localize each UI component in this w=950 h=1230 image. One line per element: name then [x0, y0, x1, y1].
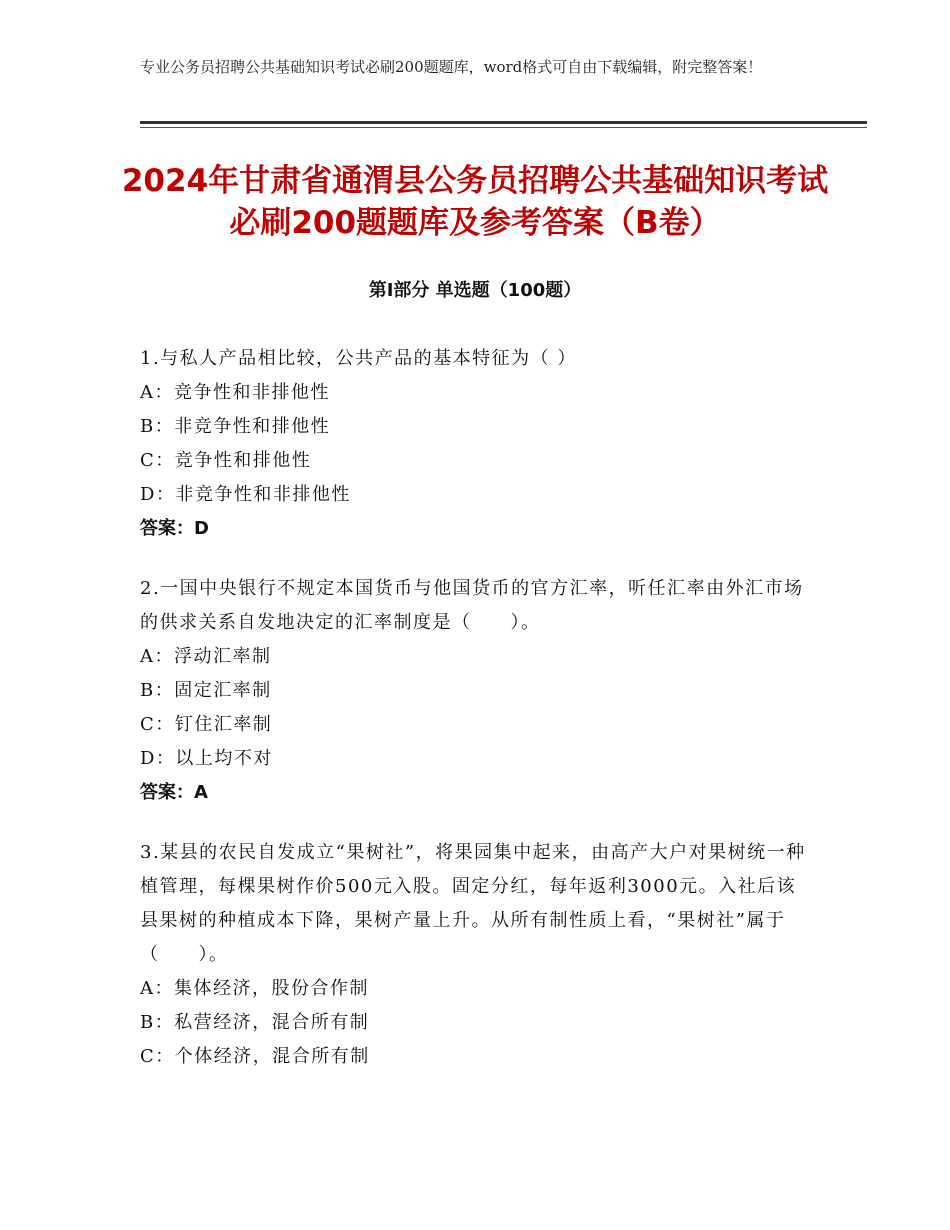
question-1 [140, 342, 810, 546]
option-c: C：个体经济，混合所有制 [140, 1046, 370, 1067]
section-heading: 第Ⅰ部分 单选题（100题） [368, 280, 582, 301]
question-stem: 2.一国中央银行不规定本国货币与他国货币的官方汇率，听任汇率由外汇市场的供求关系自发地决定的汇率制度是（ ）。 [140, 578, 804, 633]
document-title: 2024年甘肃省通渭县公务员招聘公共基础知识考试必刷200题题库及参考答案（B卷） [121, 163, 829, 241]
question-3 [140, 836, 810, 1074]
option-c: C：竞争性和排他性 [140, 450, 312, 471]
option-a: A：浮动汇率制 [140, 646, 272, 667]
option-b: B：非竞争性和排他性 [140, 416, 331, 437]
option-a: A：集体经济，股份合作制 [140, 978, 369, 999]
header-rule-thick [140, 121, 867, 124]
option-a: A：竞争性和非排他性 [140, 382, 330, 403]
answer: 答案：A [140, 782, 208, 803]
option-b: B：私营经济，混合所有制 [140, 1012, 370, 1033]
option-d: D：以上均不对 [140, 748, 273, 769]
question-stem: 1.与私人产品相比较，公共产品的基本特征为（ ） [140, 348, 577, 369]
answer: 答案：D [140, 518, 209, 539]
question-2 [140, 572, 810, 810]
question-list [140, 342, 810, 1100]
option-b: B：固定汇率制 [140, 680, 272, 701]
option-c: C：钉住汇率制 [140, 714, 273, 735]
option-d: D：非竞争性和非排他性 [140, 484, 351, 505]
header-note: 专业公务员招聘公共基础知识考试必刷200题题库，word格式可自由下载编辑，附完整答案！ [140, 58, 763, 76]
header-rule-thin [140, 127, 867, 128]
question-stem: 3.某县的农民自发成立“果树社”，将果园集中起来，由高产大户对果树统一种植管理，每棵果树作价500元入股。固定分红，每年返利3000元。入社后该县果树的种植成本下降，果树产量上升。从所有制性质上看，“果树社”属于（ ）。 [140, 842, 806, 965]
